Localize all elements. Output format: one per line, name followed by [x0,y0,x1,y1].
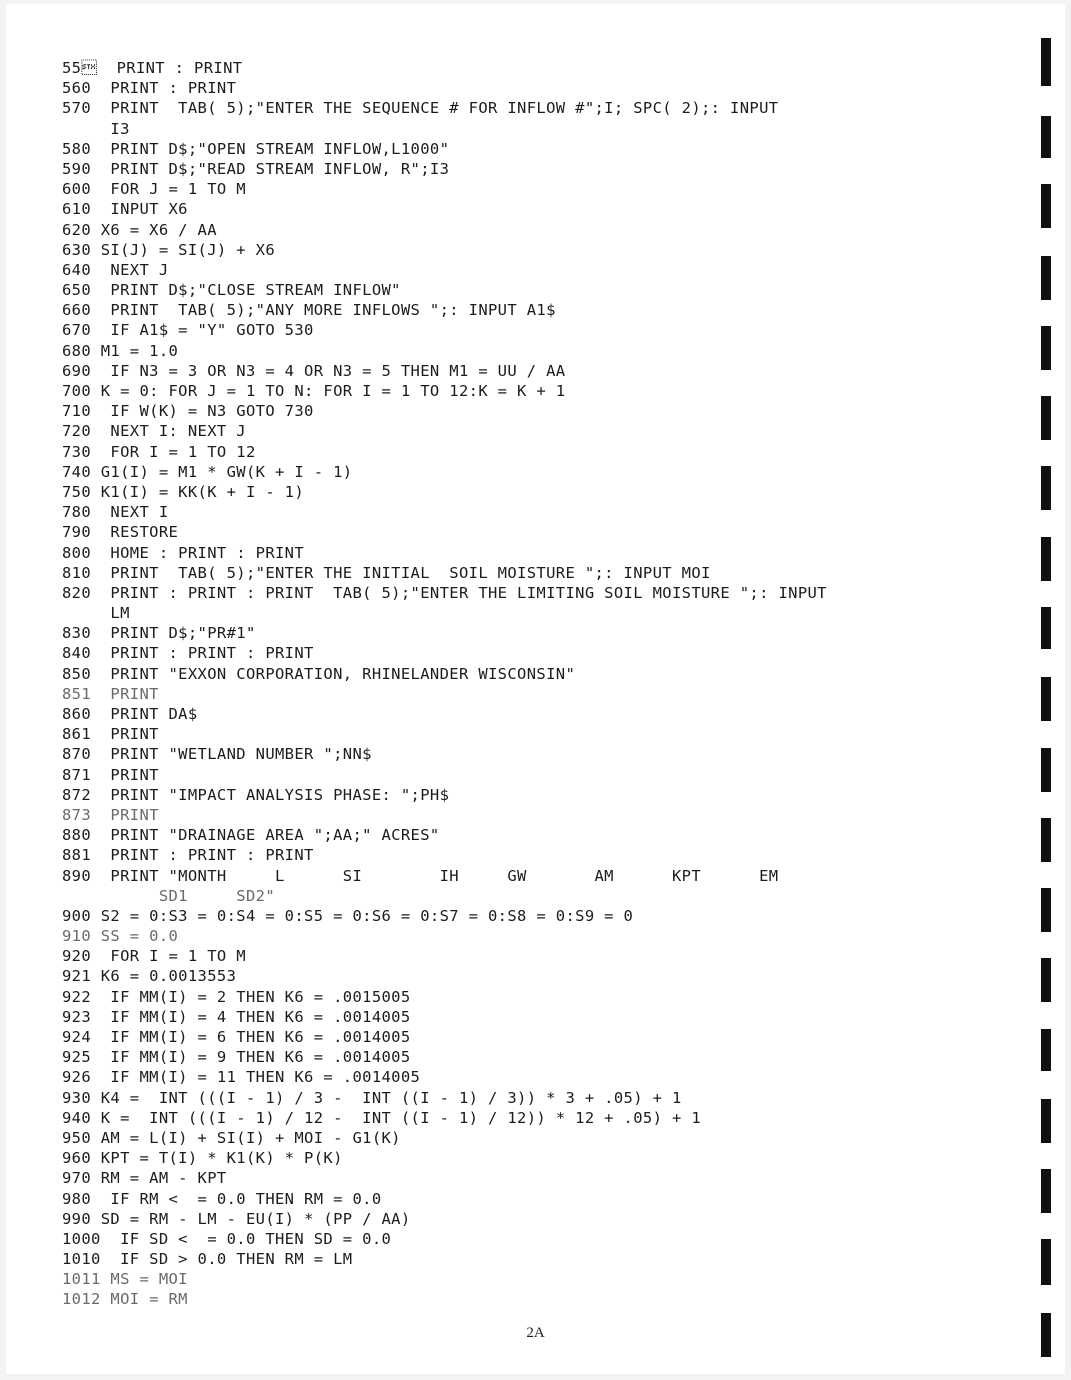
code-line-560: 560 PRINT : PRINT [62,79,237,98]
edge-mark [1041,116,1051,158]
code-line-1000: 1000 IF SD < = 0.0 THEN SD = 0.0 [62,1229,392,1248]
code-line-871: 871 PRINT [62,765,159,784]
edge-mark [1041,537,1051,581]
code-line-720: 720 NEXT I: NEXT J [62,422,246,441]
code-line-600: 600 FOR J = 1 TO M [62,180,246,199]
edge-mark [1041,396,1051,440]
edge-mark [1041,677,1051,721]
edge-mark [1041,1169,1051,1213]
edge-mark [1041,1029,1051,1071]
code-line-1012: 1012 MOI = RM [62,1290,188,1309]
code-line-950: 950 AM = L(I) + SI(I) + MOI - G1(K) [62,1128,401,1147]
code-line-570: 570 PRINT TAB( 5);"ENTER THE SEQUENCE # FOR INFLOW #";I; SPC( 2);: INPUT [62,99,779,118]
code-line-670: 670 IF A1$ = "Y" GOTO 530 [62,321,314,340]
code-line-1010: 1010 IF SD > 0.0 THEN RM = LM [62,1250,353,1269]
edge-mark [1041,818,1051,862]
edge-mark [1041,38,1051,86]
code-line-700: 700 K = 0: FOR J = 1 TO N: FOR I = 1 TO 12:K = K + 1 [62,382,566,400]
code-line-923: 923 IF MM(I) = 4 THEN K6 = .0014005 [62,1007,411,1026]
code-line-851: 851 PRINT [62,684,159,703]
code-line-850: 850 PRINT "EXXON CORPORATION, RHINELANDER WISCONSIN" [62,664,576,683]
edge-mark [1041,958,1051,1002]
code-line-960: 960 KPT = T(I) * K1(K) * P(K) [62,1149,343,1168]
code-line-980: 980 IF RM < = 0.0 THEN RM = 0.0 [62,1189,382,1208]
code-line-740: 740 G1(I) = M1 * GW(K + I - 1) [62,462,353,481]
code-line-861: 861 PRINT [62,725,159,744]
edge-mark [1041,1239,1051,1285]
code-line-570-cont: I3 [62,119,130,138]
code-line-650: 650 PRINT D$;"CLOSE STREAM INFLOW" [62,281,401,300]
code-line-750: 750 K1(I) = KK(K + I - 1) [62,482,305,501]
edge-mark [1041,466,1051,510]
code-line-872: 872 PRINT "IMPACT ANALYSIS PHASE: ";PH$ [62,785,450,804]
code-line-921: 921 K6 = 0.0013553 [62,967,237,986]
code-line-926: 926 IF MM(I) = 11 THEN K6 = .0014005 [62,1068,421,1087]
edge-mark [1041,1313,1051,1357]
code-line-900: 900 S2 = 0:S3 = 0:S4 = 0:S5 = 0:S6 = 0:S7 = 0:S8 = 0:S9 = 0 [62,906,634,925]
code-line-924: 924 IF MM(I) = 6 THEN K6 = .0014005 [62,1028,411,1046]
code-line-925: 925 IF MM(I) = 9 THEN K6 = .0014005 [62,1048,411,1067]
code-line-710: 710 IF W(K) = N3 GOTO 730 [62,402,314,421]
code-line-790: 790 RESTORE [62,523,179,542]
code-line-680: 680 M1 = 1.0 [62,341,179,360]
code-line-922: 922 IF MM(I) = 2 THEN K6 = .0015005 [62,987,411,1006]
code-line-870: 870 PRINT "WETLAND NUMBER ";NN$ [62,745,372,764]
code-line-880: 880 PRINT "DRAINAGE AREA ";AA;" ACRES" [62,826,440,845]
code-line-730: 730 FOR I = 1 TO 12 [62,442,256,461]
code-line-830: 830 PRINT D$;"PR#1" [62,624,256,643]
code-line-620: 620 X6 = X6 / AA [62,220,217,239]
code-line-1011: 1011 MS = MOI [62,1270,188,1289]
code-line-630: 630 SI(J) = SI(J) + X6 [62,240,275,259]
basic-program-listing [62,58,982,1310]
edge-mark [1041,748,1051,792]
code-line-990: 990 SD = RM - LM - EU(I) * (PP / AA) [62,1209,411,1228]
page-number: 2A [526,1325,545,1341]
code-line-970: 970 RM = AM - KPT [62,1169,227,1188]
code-line-580: 580 PRINT D$;"OPEN STREAM INFLOW,L1000" [62,139,450,158]
edge-mark [1041,888,1051,932]
code-line-610: 610 INPUT X6 [62,200,188,219]
code-line-860: 860 PRINT DA$ [62,705,198,723]
edge-mark [1041,184,1051,228]
code-line-820: 820 PRINT : PRINT : PRINT TAB( 5);"ENTER THE LIMITING SOIL MOISTURE ";: INPUT [62,583,827,602]
edge-mark [1041,607,1051,649]
edge-mark [1041,256,1051,300]
code-line-920: 920 FOR I = 1 TO M [62,947,246,966]
code-line-820-cont: LM [62,604,130,623]
code-line-660: 660 PRINT TAB( 5);"ANY MORE INFLOWS ";: INPUT A1$ [62,301,556,320]
code-line-940: 940 K = INT (((I - 1) / 12 - INT ((I - 1) / 12)) * 12 + .05) + 1 [62,1108,701,1127]
code-line-780: 780 NEXT I [62,503,169,522]
code-line-840: 840 PRINT : PRINT : PRINT [62,644,314,663]
code-line-873: 873 PRINT [62,805,159,824]
code-line-690: 690 IF N3 = 3 OR N3 = 4 OR N3 = 5 THEN M1 = UU / AA [62,361,566,380]
edge-mark [1041,1099,1051,1143]
code-line-552: 55 PRINT : PRINT [62,59,243,77]
code-line-930: 930 K4 = INT (((I - 1) / 3 - INT ((I - 1) / 3)) * 3 + .05) + 1 [62,1088,682,1107]
code-line-590: 590 PRINT D$;"READ STREAM INFLOW, R";I3 [62,159,450,178]
edge-mark [1041,326,1051,370]
code-line-800: 800 HOME : PRINT : PRINT [62,543,305,562]
code-line-890: 890 PRINT "MONTH L SI IH GW AM KPT EM [62,866,779,885]
code-line-910: 910 SS = 0.0 [62,927,179,946]
code-line-640: 640 NEXT J [62,260,169,279]
code-line-881: 881 PRINT : PRINT : PRINT [62,846,314,865]
code-line-890-cont: SD1 SD2" [62,886,275,905]
code-line-810: 810 PRINT TAB( 5);"ENTER THE INITIAL SOIL MOISTURE ";: INPUT MOI [62,563,711,582]
